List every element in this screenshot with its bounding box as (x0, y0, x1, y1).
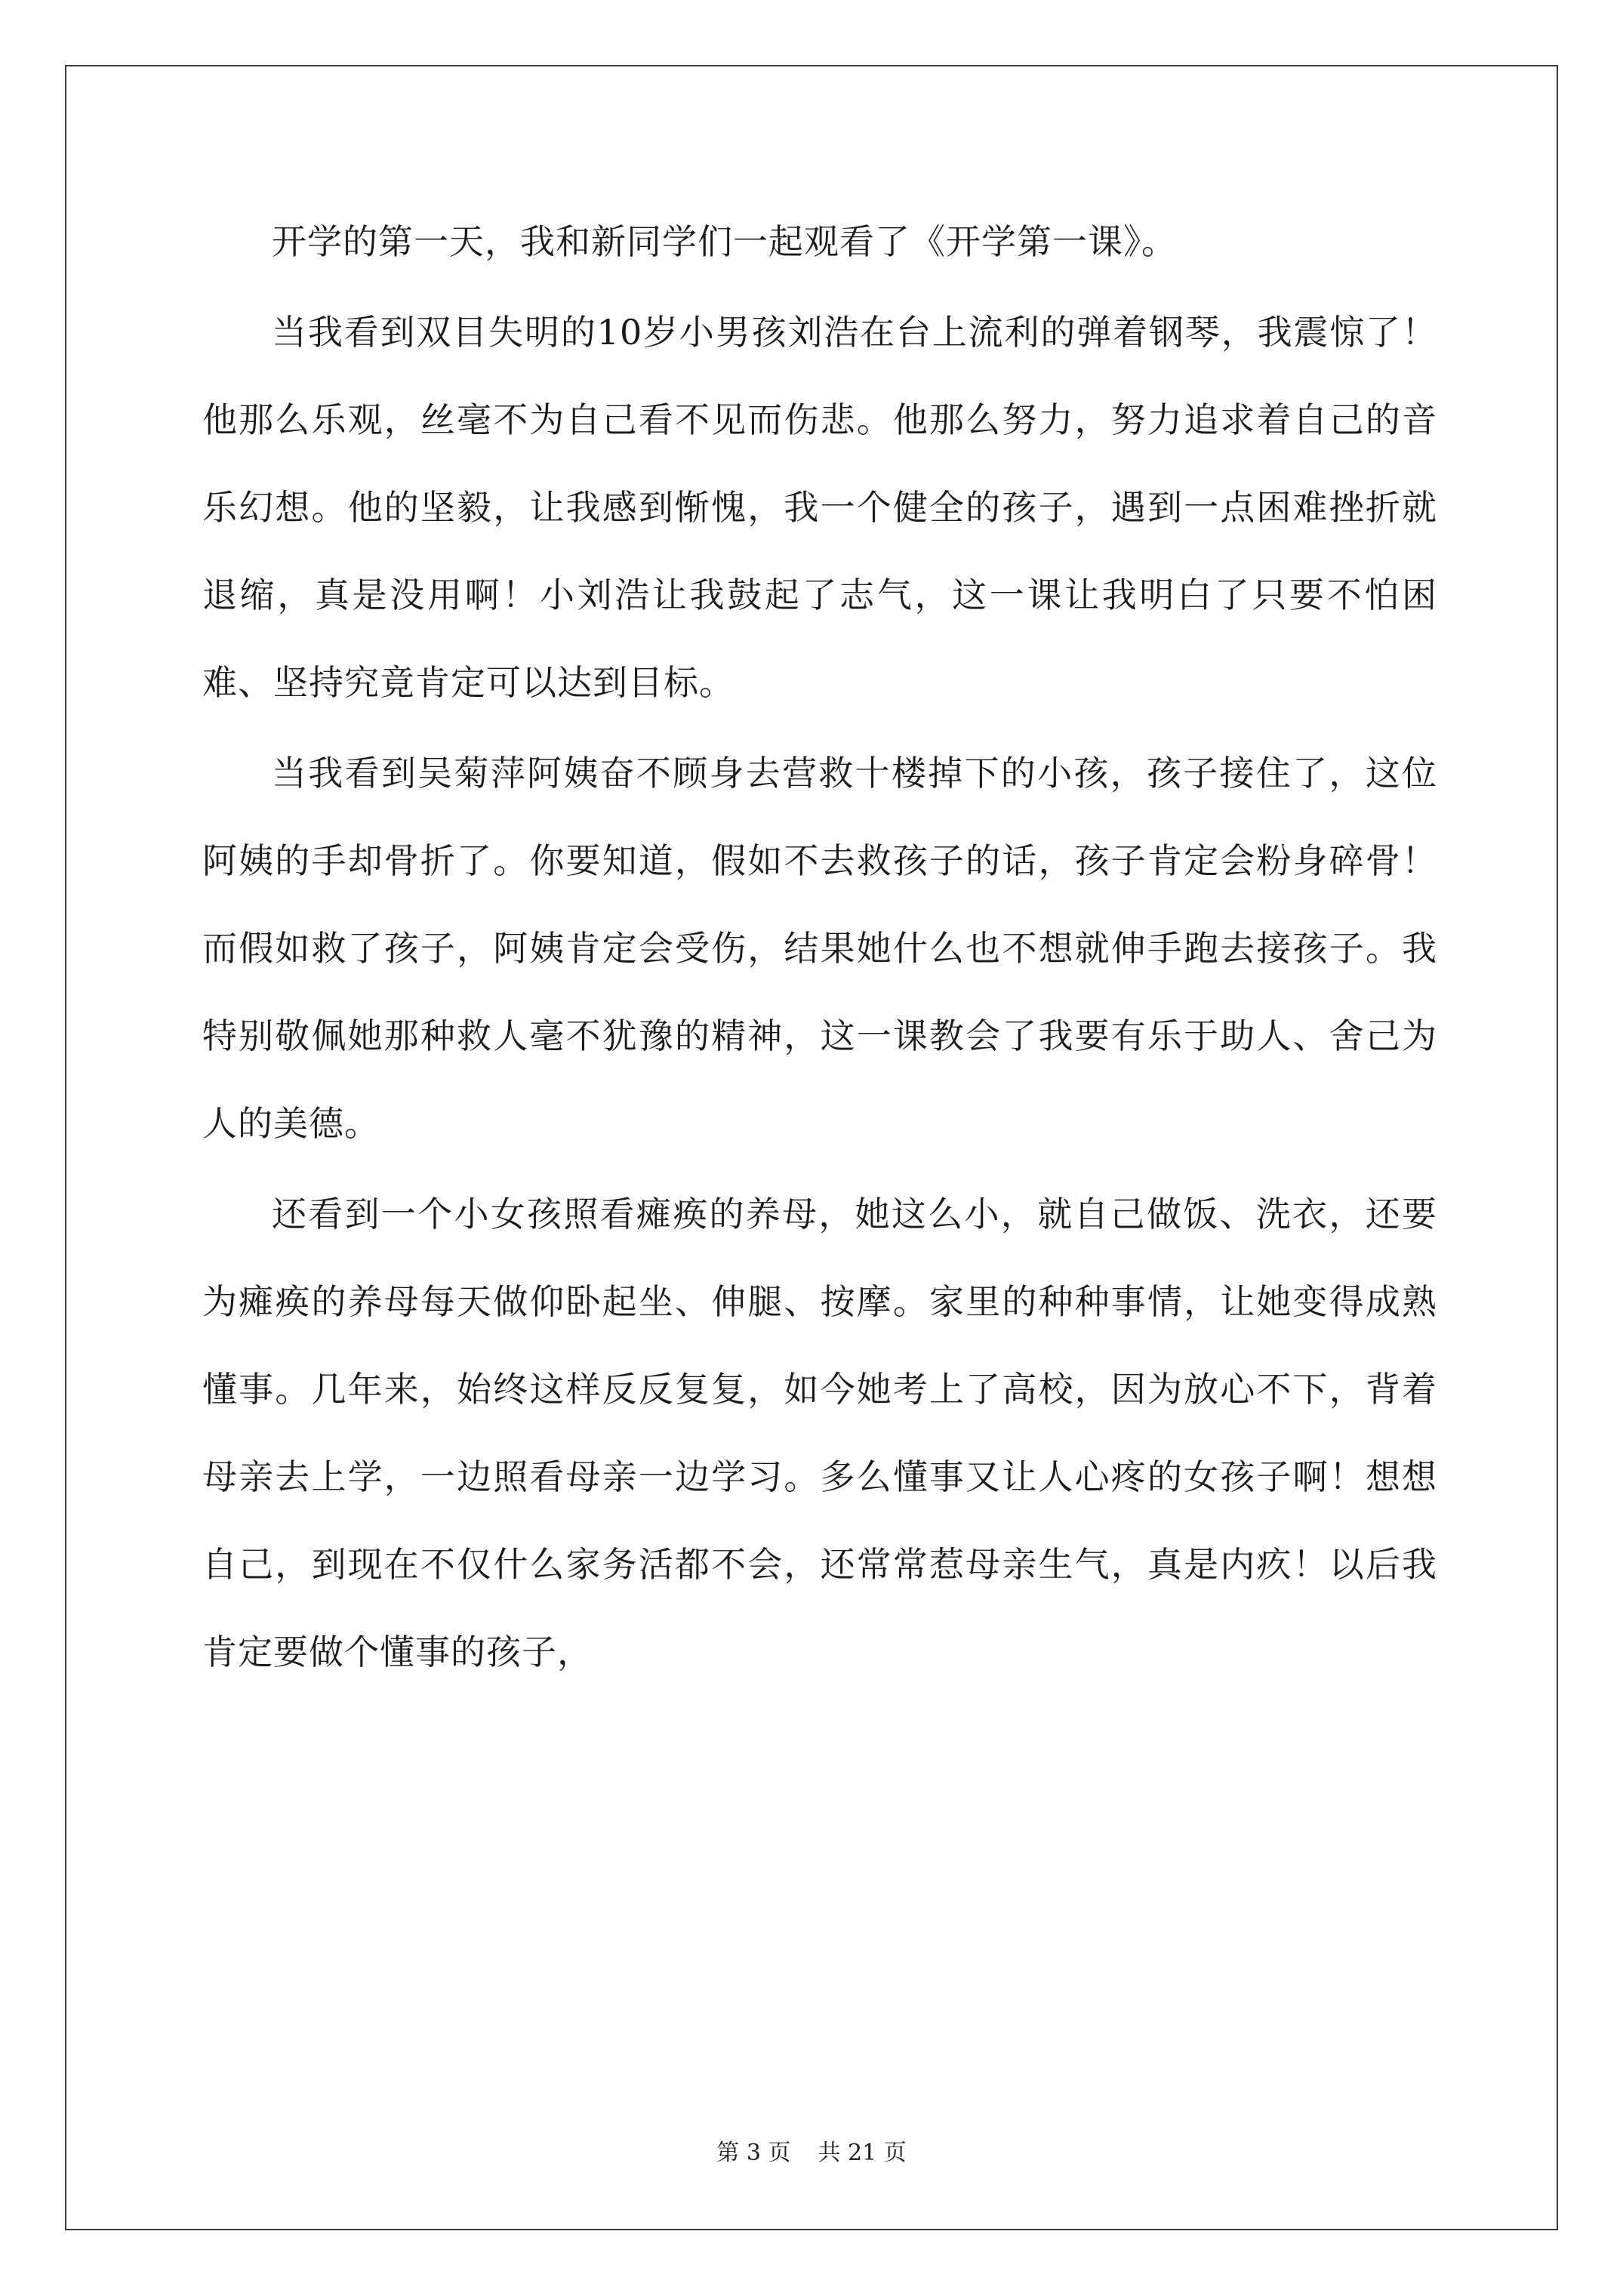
paragraph-4: 还看到一个小女孩照看瘫痪的养母，她这么小，就自己做饭、洗衣，还要为瘫痪的养母每天做仰卧起坐、伸腿、按摩。家里的种种事情，让她变得成熟懂事。几年来，始终这样反反复复，如今她考上了高校，因为放心不下，背着母亲去上学，一边照看母亲一边学习。多么懂事又让人心疼的女孩子啊！想想自己，到现在不仅什么家务活都不会，还常常惹母亲生气，真是内疚！以后我肯定要做个懂事的孩子， (202, 1194, 1437, 1672)
document-body (202, 198, 1437, 1696)
page-total: 共 21 页 (818, 2140, 907, 2166)
paragraph-2: 当我看到双目失明的10岁小男孩刘浩在台上流利的弹着钢琴，我震惊了！他那么乐观，丝毫不为自己看不见而伤悲。他那么努力，努力追求着自己的音乐幻想。他的坚毅，让我感到惭愧，我一个健全的孩子，遇到一点困难挫折就退缩，真是没用啊！小刘浩让我鼓起了志气，这一课让我明白了只要不怕困难、坚持究竟肯定可以达到目标。 (202, 312, 1437, 703)
page-number: 第 3 页 (716, 2140, 791, 2166)
paragraph-3: 当我看到吴菊萍阿姨奋不顾身去营救十楼掉下的小孩，孩子接住了，这位阿姨的手却骨折了。你要知道，假如不去救孩子的话，孩子肯定会粉身碎骨！而假如救了孩子，阿姨肯定会受伤，结果她什么也不想就伸手跑去接孩子。我特别敬佩她那种救人毫不犹豫的精神，这一课教会了我要有乐于助人、舍己为人的美德。 (202, 753, 1437, 1144)
paragraph-1: 开学的第一天，我和新同学们一起观看了《开学第一课》。 (272, 221, 1177, 262)
page-footer (0, 2138, 1623, 2168)
